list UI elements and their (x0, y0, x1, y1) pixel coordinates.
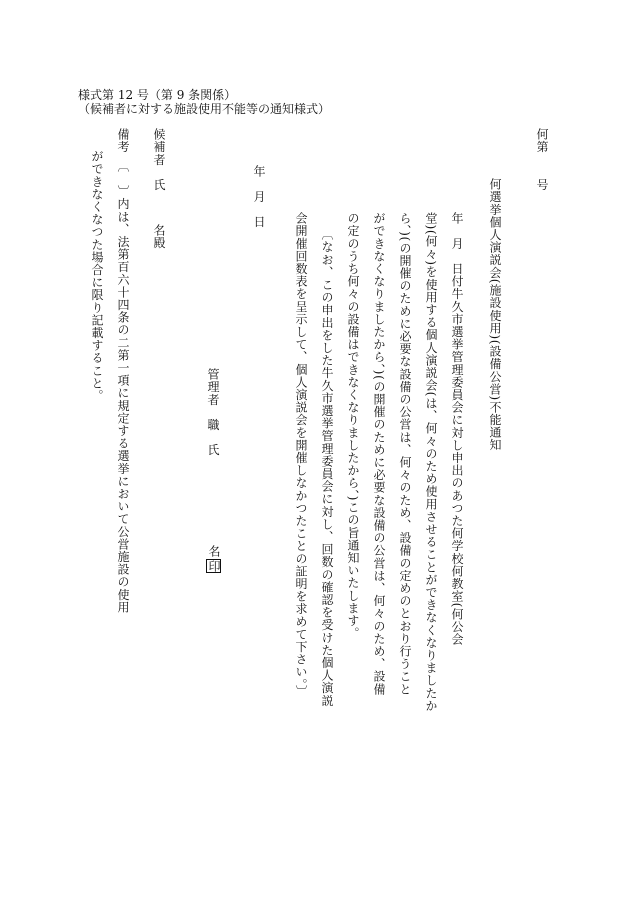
body-line: ら、)(の開催のために必要な設備の公営は、何々のため、設備の定めのとおり行うこと (398, 212, 412, 696)
form-subtitle: （候補者に対する施設使用不能等の通知様式） (78, 102, 331, 116)
seal-box: 印 (207, 559, 221, 573)
body-line: 〔なお、この申出をした牛久市選挙管理委員会に対し、回数の確認を受けた個人演説 (320, 228, 334, 707)
manager-name-suffix: 名 (207, 545, 221, 558)
remarks-line: ができなくなつた場合に限り記載すること。 (90, 150, 104, 402)
date-label: 年 月 日 (252, 165, 266, 228)
body-line: の定のうち何々の設備はできなくなりましたから、)この旨通知いたします。 (346, 212, 360, 640)
candidate-label: 候補者 氏 (152, 128, 166, 191)
body-line: 会開催回数表を呈示して、個人演説会を開催しなかつたことの証明を求めて下さい。〕 (294, 212, 308, 698)
manager-name-signature (206, 545, 221, 573)
body-line: 年 月 日付牛久市選挙管理委員会に対し申出のあつた何学校何教室(何公会 (450, 212, 464, 646)
remarks-line: 備考 〔 〕内は、法第百六十四条の二第一項に規定する選挙において公営施設の使用 (116, 128, 130, 614)
form-number: 様式第 12 号（第 9 条関係） (78, 88, 237, 102)
body-line: 堂)(何々)を使用する個人演説会(は、何々のため使用させることができなくなりましたか (424, 212, 438, 712)
document-number: 何第 号 (535, 128, 549, 191)
manager-label: 管理者 職 氏 (206, 368, 220, 457)
body-line: ができなくなりましたから、)(の開催のために必要な設備の公営は、何々のため、設備 (372, 212, 386, 696)
document-title: 何選挙個人演説会(施設使用)(設備公営)不能通知 (488, 178, 502, 452)
candidate-name-suffix: 名殿 (152, 224, 166, 250)
